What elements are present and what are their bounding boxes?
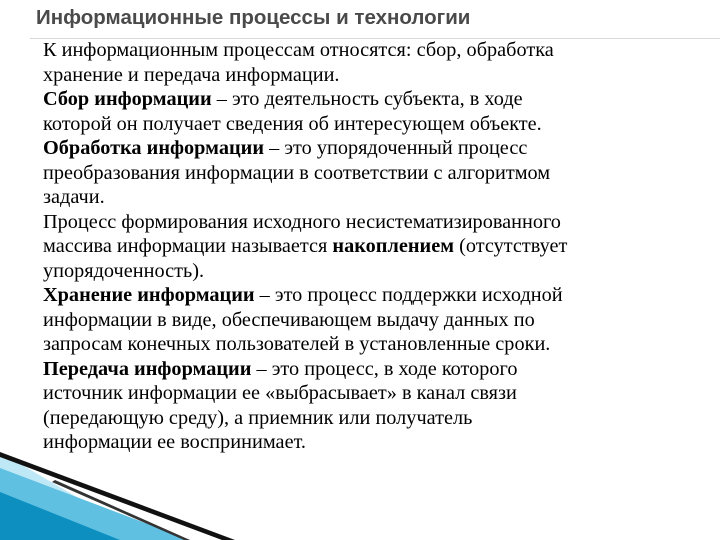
paragraph: [43, 87, 713, 136]
text-line: [43, 210, 713, 235]
text-segment: (отсутствует: [454, 235, 568, 257]
text-line: [43, 185, 713, 210]
text-line: [43, 357, 713, 382]
text-line: [43, 283, 713, 308]
term-bold: накоплением: [332, 235, 455, 257]
text-segment: информации ее воспринимает.: [43, 431, 306, 453]
text-line: [43, 63, 713, 88]
text-segment: хранение и передача информации.: [43, 63, 340, 86]
text-segment: которой он получает сведения об интересующем объекте.: [43, 112, 542, 135]
text-line: [43, 234, 713, 259]
text-segment: источник информации ее «выбрасывает» в канал связи: [43, 382, 517, 404]
page-title: Информационные процессы и технологии: [36, 6, 471, 29]
paragraph: [43, 357, 713, 455]
text-segment: преобразования информации в соответствии с алгоритмом: [43, 161, 551, 184]
paragraph: [43, 136, 713, 210]
text-segment: – это деятельность субъекта, в ходе: [211, 88, 523, 110]
text-segment: запросам конечных пользователей в установленные сроки.: [43, 333, 551, 355]
text-segment: Процесс формирования исходного несистематизированного: [43, 210, 561, 233]
text-segment: – это процесс, в ходе которого: [251, 357, 518, 380]
text-line: [43, 406, 713, 431]
text-segment: – это упорядоченный процесс: [264, 137, 528, 159]
term-bold: Передача информации: [43, 357, 252, 380]
text-line: [43, 112, 713, 137]
text-line: [43, 430, 713, 455]
term-bold: Обработка информации: [43, 137, 265, 159]
text-segment: массива информации называется: [43, 235, 333, 257]
text-line: [43, 38, 713, 63]
term-bold: Сбор информации: [43, 88, 212, 110]
paragraph: [43, 283, 713, 357]
paragraph: [43, 38, 713, 87]
text-line: [43, 87, 713, 112]
content-body: [43, 38, 713, 455]
text-line: [43, 136, 713, 161]
text-line: [43, 259, 713, 284]
text-segment: упорядоченность).: [43, 259, 205, 282]
text-segment: информации в виде, обеспечивающем выдачу данных по: [43, 308, 535, 331]
term-bold: Хранение информации: [43, 284, 255, 306]
text-segment: – это процесс поддержки исходной: [254, 284, 563, 306]
text-line: [43, 161, 713, 186]
text-line: [43, 308, 713, 333]
text-segment: К информационным процессам относятся: сбор, обработка: [43, 39, 554, 61]
text-segment: (передающую среду), а приемник или получатель: [43, 406, 473, 429]
text-segment: задачи.: [43, 186, 105, 208]
paragraph: [43, 210, 713, 284]
text-line: [43, 332, 713, 357]
text-line: [43, 381, 713, 406]
